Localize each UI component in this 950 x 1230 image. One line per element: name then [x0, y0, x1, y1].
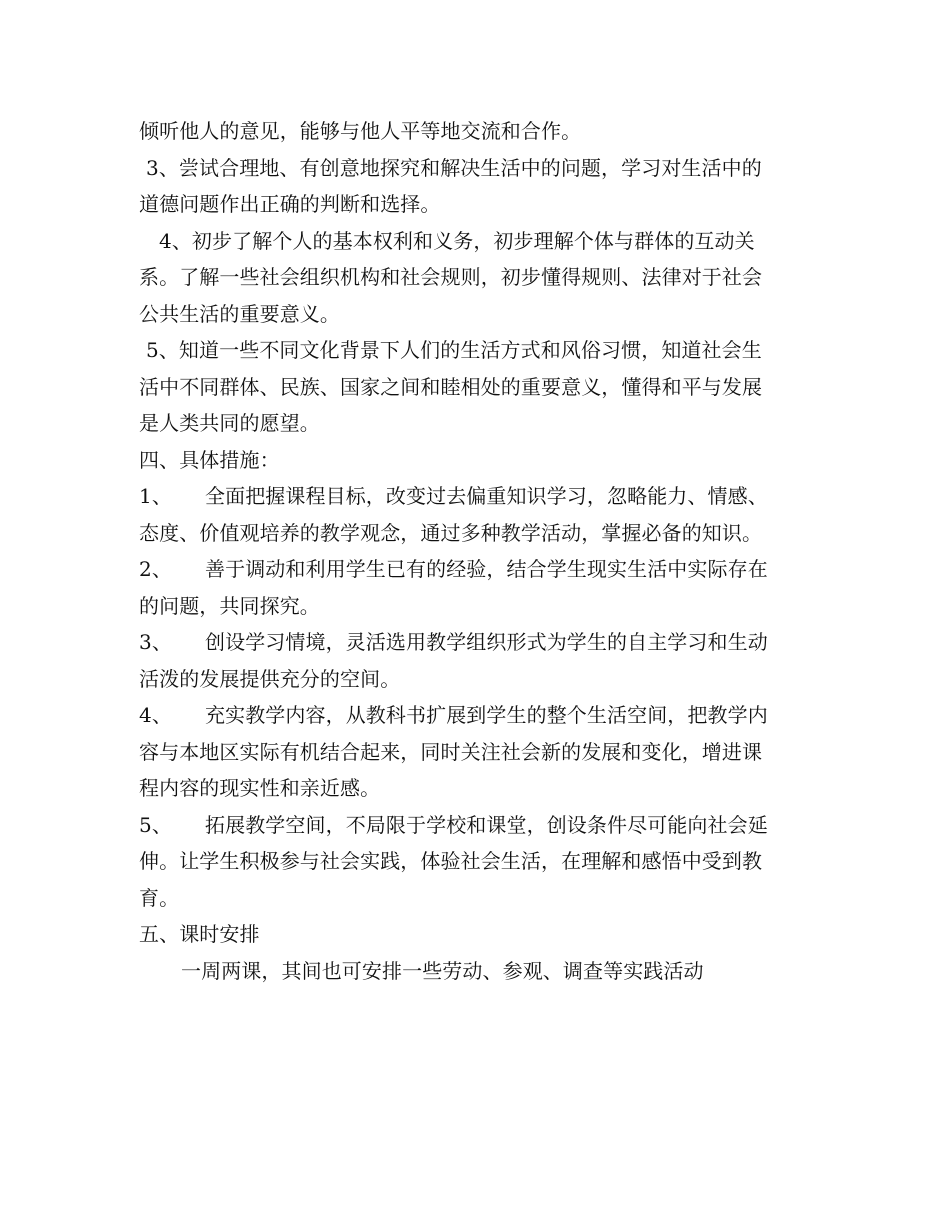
item-text: 拓展教学空间，不局限于学校和课堂，创设条件尽可能向社会延: [205, 812, 768, 837]
text-line: 是人类共同的愿望。: [139, 411, 320, 435]
text-line: 态度、价值观培养的教学观念，通过多种教学活动，掌握必备的知识。: [139, 520, 763, 545]
item-number: 4、: [139, 703, 172, 727]
text-line: 一周两课，其间也可安排一些劳动、参观、调查等实践活动: [181, 958, 704, 983]
item-number: 5、: [139, 812, 172, 837]
text-line: 4、初步了解个人的基本权利和义务，初步理解个体与群体的互动关: [159, 228, 755, 253]
text-line: 育。: [139, 885, 180, 910]
item-text: 善于调动和利用学生已有的经验，结合学生现实生活中实际存在: [205, 557, 768, 581]
text-line: 程内容的现实性和亲近感。: [139, 776, 381, 800]
text-line: 5、知道一些不同文化背景下人们的生活方式和风俗习惯，知道社会生: [146, 338, 762, 362]
section-heading: 四、具体措施：: [139, 447, 280, 472]
item-number: 1、: [139, 484, 172, 508]
item-number: 2、: [139, 557, 172, 581]
numbered-item: [139, 478, 817, 515]
item-text: 创设学习情境，灵活选用教学组织形式为学生的自主学习和生动: [205, 630, 768, 654]
text-line: 容与本地区实际有机结合起来，同时关注社会新的发展和变化，增进课: [139, 739, 763, 764]
text-line: 3、尝试合理地、有创意地探究和解决生活中的问题，学习对生活中的: [146, 155, 762, 180]
text-line: 的问题，共同探究。: [139, 593, 320, 618]
section-heading: 五、课时安排: [139, 922, 260, 946]
text-line: 道德问题作出正确的判断和选择。: [139, 192, 441, 216]
item-number: 3、: [139, 630, 172, 654]
text-line: 公共生活的重要意义。: [139, 301, 340, 326]
numbered-item: [139, 551, 817, 588]
numbered-item: [139, 807, 817, 844]
text-line: 活泼的发展提供充分的空间。: [139, 666, 401, 691]
numbered-item: [139, 624, 817, 661]
text-line: 倾听他人的意见，能够与他人平等地交流和合作。: [139, 119, 582, 143]
numbered-item: [139, 697, 817, 734]
document-body: [139, 113, 817, 989]
item-text: 全面把握课程目标，改变过去偏重知识学习，忽略能力、情感、: [205, 484, 768, 508]
text-line: 系。了解一些社会组织机构和社会规则，初步懂得规则、法律对于社会: [139, 265, 763, 289]
text-line: 活中不同群体、民族、国家之间和睦相处的重要意义，懂得和平与发展: [139, 374, 763, 399]
text-line: 伸。让学生积极参与社会实践，体验社会生活，在理解和感悟中受到教: [139, 849, 763, 873]
item-text: 充实教学内容，从教科书扩展到学生的整个生活空间，把教学内: [205, 703, 768, 727]
